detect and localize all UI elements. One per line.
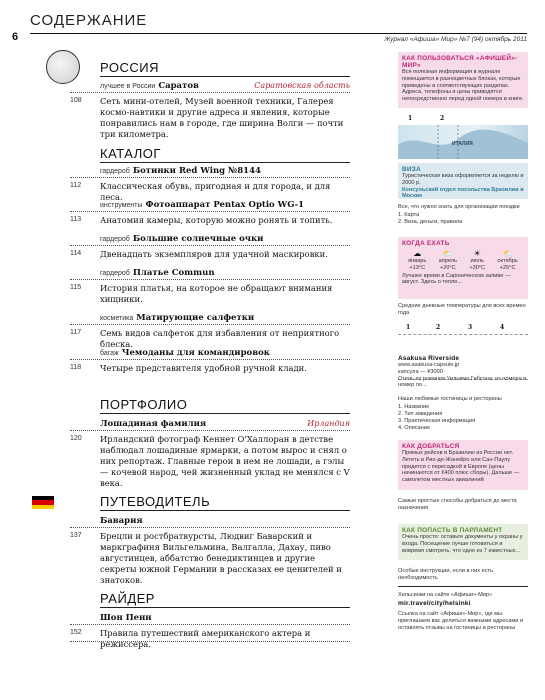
entry-name: Шон Пенн — [100, 613, 152, 623]
month-label: июль — [470, 258, 484, 264]
parliament-text: Очень просто: оставьте документы у охраны у входа. Посещение лучше готовиться и вовремя смотреть, что одно из 7 известных... — [402, 534, 523, 554]
hotel-sample — [398, 334, 528, 389]
entry-name: Матирующие салфетки — [136, 313, 255, 323]
weather-jul — [469, 249, 485, 272]
visa-caption: Все, что нужно знать для организации поездки — [398, 204, 520, 210]
entry-page: 113 — [70, 216, 82, 223]
entry-heading[interactable] — [100, 419, 350, 429]
entry-page: 152 — [70, 629, 82, 636]
entry-category: косметика — [100, 315, 134, 322]
temp-label: +20°С — [439, 264, 456, 271]
dotted-divider — [70, 245, 350, 246]
section-rule — [100, 76, 350, 77]
dotted-divider — [70, 279, 350, 280]
section-rule — [100, 607, 350, 608]
entry-page: 112 — [70, 182, 82, 189]
dotted-divider — [70, 624, 350, 625]
map-mark-2: 2 — [440, 115, 445, 122]
entry-page: 137 — [70, 532, 82, 539]
entry-page: 115 — [70, 284, 82, 291]
entry-heading[interactable] — [100, 268, 350, 278]
entry-description: Ирландский фотограф Кеннет О'Халлоран в детстве наблюдал лошадиные ярмарки, а потом вырос и снял о них репортаж. Главные герои в нем не лошади, а гэлы — кочевой народ, чей жизненный уклад не менялся с V века. — [100, 434, 350, 488]
visa-consulate: Консульский отдел посольства Бразилии в Москве — [402, 186, 524, 200]
hotel-list-1: 1. Название — [398, 404, 430, 410]
section-title-guide: ПУТЕВОДИТЕЛЬ — [100, 494, 211, 509]
entry-heading[interactable] — [100, 313, 350, 323]
hotel-list-4: 4. Описание — [398, 425, 430, 431]
entry-category: гардероб — [100, 236, 130, 243]
sun-icon: ☀ — [473, 249, 481, 258]
hotel-list-2: 2. Тип заведения — [398, 411, 443, 417]
entry-category: инструменты — [100, 202, 143, 209]
entry-location: Саратовская область — [254, 81, 350, 90]
entry-name: Бавария — [100, 516, 143, 526]
entry-category: багаж — [100, 350, 119, 357]
entry-description: Двенадцать экземпляров для удачной маскировки. — [100, 249, 328, 259]
hotel-name: Asakusa Riverside — [398, 355, 460, 362]
cloud-sun-icon: ⛅ — [442, 249, 453, 258]
temp-label: +25°С — [499, 264, 516, 271]
when-text: Лучшее время в Сароническом заливе — август. Здесь о тепле... — [402, 272, 511, 286]
header-rule — [30, 33, 527, 34]
hotel-mark-2: 2 — [436, 324, 441, 331]
online-url-link[interactable]: mir.travel/city/helsinki — [398, 600, 471, 607]
hotel-mark-1: 1 — [406, 324, 411, 331]
temp-caption: Средние дневные температуры для всех времен года — [398, 303, 526, 316]
entry-description: Правила путешествий американского актера и режиссера. — [100, 628, 311, 649]
entry-category: гардероб — [100, 168, 130, 175]
online-caption: Ссылка на сайт «Афиши»-Мир», где мы приглашаем вас делиться важными адресами и оставлять отзывы на гостиницы и рестораны — [398, 611, 524, 631]
entry-name: Ботинки Red Wing №8144 — [132, 166, 261, 176]
parliament-caption: Особые инструкции, если в них есть необходимость — [398, 568, 493, 581]
entry-heading[interactable] — [100, 348, 350, 358]
section-title-portfolio: ПОРТФОЛИО — [100, 397, 188, 412]
entry-description: Семь видов салфеток для избавления от неприятного блеска. — [100, 328, 340, 349]
how-to-box — [398, 52, 528, 108]
weather-jan — [408, 249, 426, 272]
hotel-price: капсула — ¥3000 — [398, 368, 443, 375]
page-title: СОДЕРЖАНИЕ — [30, 12, 148, 29]
section-rule — [100, 413, 350, 414]
entry-description: Сеть мини-отелей, Музей военной техники, Галерея космо-навтики и другие адреса и явления, которые понравились нам в городе, где ширина Волги — почти три километра. — [100, 96, 344, 139]
section-title-rider: РАЙДЕР — [100, 591, 155, 606]
entry-heading[interactable] — [100, 234, 350, 244]
section-title-catalog: КАТАЛОГ — [100, 146, 161, 161]
magazine-issue: Журнал «Афиша» Мир» №7 (94) октябрь 2011 — [384, 36, 527, 43]
cloud-icon: ☁ — [413, 249, 422, 258]
entry-page: 118 — [70, 364, 82, 371]
section-rule — [100, 162, 350, 163]
sidebar-rule — [398, 586, 528, 587]
temp-label: +30°С — [469, 264, 486, 271]
entry-heading[interactable] — [100, 200, 350, 210]
section-title-russia: РОССИЯ — [100, 60, 160, 75]
page-number: 6 — [12, 31, 19, 43]
entry-page: 108 — [70, 97, 82, 104]
temp-label: +13°С — [409, 264, 426, 271]
visa-box — [398, 163, 528, 199]
hotel-caption: Наши любимые гостиницы и рестораны — [398, 396, 502, 402]
weather-oct — [497, 249, 517, 272]
month-label: апрель — [438, 258, 457, 264]
entry-heading[interactable] — [100, 516, 350, 526]
entry-name: Лошадиная фамилия — [100, 419, 207, 429]
hotel-list-3: 3. Практическая информация — [398, 418, 476, 424]
visa-list-2: 2. Виза, деньги, правила — [398, 219, 463, 225]
entry-name: Чемоданы для командировок — [121, 348, 270, 358]
dotted-divider — [70, 92, 350, 93]
dotted-divider — [70, 324, 350, 325]
entry-heading[interactable] — [100, 81, 350, 91]
dotted-divider — [70, 527, 350, 528]
visa-list-1: 1. Карта — [398, 212, 420, 218]
parliament-title: КАК ПОПАСТЬ В ПАРЛАМЕНТ — [402, 527, 503, 534]
how-to-title: КАК ПОЛЬЗОВАТЬСЯ «АФИШЕЙ»-МИР» — [402, 55, 518, 69]
weather-apr — [439, 249, 457, 272]
dotted-divider — [70, 359, 350, 360]
map-thumbnail — [398, 125, 528, 159]
parliament-box — [398, 524, 528, 560]
cloud-sun-icon: ⛅ — [502, 249, 513, 258]
coin-icon — [46, 50, 80, 84]
entry-name: Саратов — [158, 81, 199, 91]
section-rule — [100, 510, 350, 511]
entry-description: Брецли и ростбратвурсты, Людвиг Баварский и маркграфиня Вильгельмина, Валгалла, Дахау, пиво августинцев, аббатство бенедиктинцев и другие секреты южной Германии в рассказах ее ценителей и знатоков. — [100, 531, 342, 585]
hotel-url: www.asakusa-capsule.jp — [398, 362, 460, 368]
map-mark-1: 1 — [408, 115, 413, 122]
weather-row — [402, 249, 524, 272]
route-title: КАК ДОБРАТЬСЯ — [402, 443, 460, 450]
entry-description: История платья, на которое не обращают внимания хищники. — [100, 283, 333, 304]
entry-heading[interactable] — [100, 613, 350, 623]
entry-page: 120 — [70, 435, 82, 442]
dotted-divider — [70, 211, 350, 212]
route-text: Прямых рейсов в Бразилию из России нет. Лететь в Рио-де-Жанейро или Сан-Паулу придется с пересадкой в Европе (цены начинаются от €400 плюс сборы). Дальше — самолетом местных авиалиний — [402, 450, 520, 484]
hotel-mark-4: 4 — [500, 324, 505, 331]
map-country-label: ИТАЛИЯ — [452, 141, 473, 147]
route-caption: Самые простые способы добраться до места назначения — [398, 498, 517, 511]
visa-title: ВИЗА — [402, 166, 421, 173]
germany-flag-icon — [32, 496, 54, 509]
hotel-text: Отель из романов Уильяма Гибсона: из номера в номер по... — [398, 375, 527, 389]
entry-description: Четыре представителя удобной ручной клади. — [100, 363, 307, 373]
month-label: октябрь — [497, 258, 518, 264]
entry-category: гардероб — [100, 270, 130, 277]
visa-text: Туристическая виза оформляется за неделю и 2000 р. — [402, 173, 524, 186]
entry-page: 117 — [70, 329, 82, 336]
how-to-text: Вся полезная информация в журнале помещается в разноцветных блоках, которые приведены в соответствующих разделах. Адреса, телефоны и цены приводятся непосредственно перед одной номера в книге. — [402, 69, 524, 103]
entry-name: Фотоаппарат Pentax Optio WG-1 — [145, 200, 305, 210]
entry-description: Классическая обувь, пригодная и для города, и для леса. — [100, 181, 331, 202]
entry-category: лучшее в России — [100, 83, 156, 90]
month-label: январь — [408, 258, 427, 264]
entry-location: Ирландия — [307, 419, 350, 428]
entry-name: Платье Commun — [132, 268, 215, 278]
dotted-divider — [70, 641, 350, 642]
entry-name: Большие солнечные очки — [132, 234, 264, 244]
hotel-mark-3: 3 — [468, 324, 473, 331]
when-title: КОГДА ЕХАТЬ — [402, 240, 450, 247]
entry-description: Анатомия камеры, которую можно ронять и топить. — [100, 215, 333, 225]
when-box — [398, 237, 528, 299]
route-box — [398, 440, 528, 490]
entry-page: 114 — [70, 250, 82, 257]
online-lead: Хельсинки на сайте «Афиши»-Мир» — [398, 592, 493, 598]
entry-heading[interactable] — [100, 166, 350, 176]
dotted-divider — [70, 177, 350, 178]
dotted-divider — [70, 430, 350, 431]
